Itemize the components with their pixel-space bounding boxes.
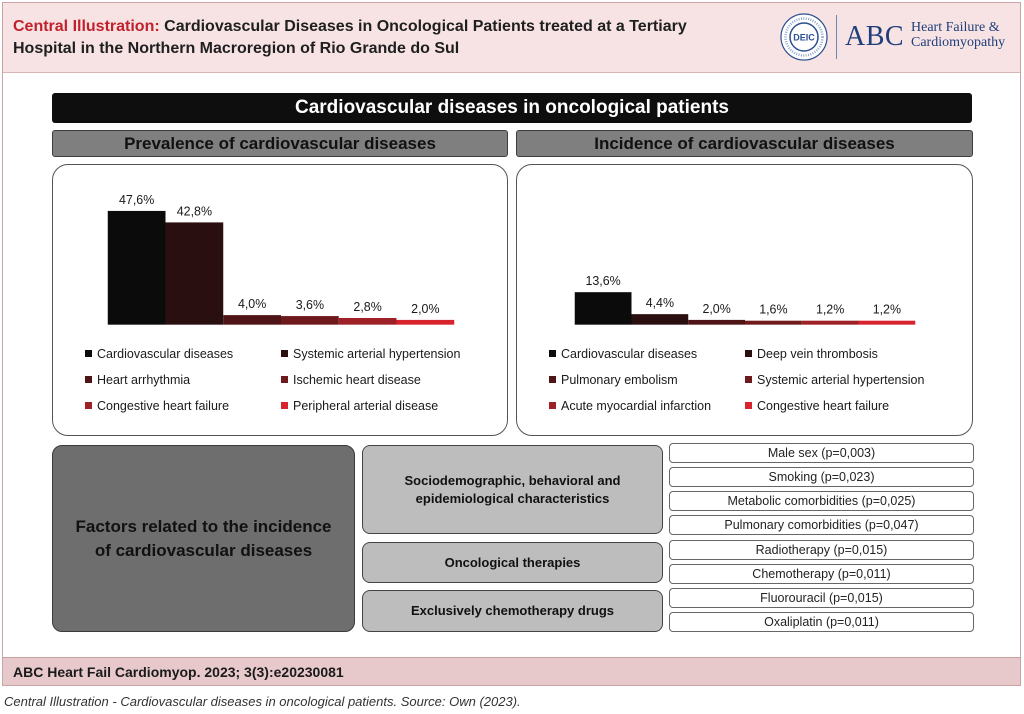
legend-label: Peripheral arterial disease bbox=[293, 399, 439, 413]
legend-item bbox=[281, 373, 421, 387]
prevalence-bar-chart bbox=[53, 165, 507, 335]
bar-value-label: 1,2% bbox=[815, 302, 845, 317]
factor-row: Radiotherapy (p=0,015) bbox=[669, 540, 974, 560]
legend-swatch bbox=[745, 402, 752, 409]
legend-item bbox=[745, 399, 889, 413]
header bbox=[3, 3, 1020, 73]
brand-separator bbox=[836, 15, 837, 59]
prevalence-section-header: Prevalence of cardiovascular diseases bbox=[52, 130, 508, 157]
incidence-section-header: Incidence of cardiovascular diseases bbox=[516, 130, 973, 157]
legend-swatch bbox=[85, 402, 92, 409]
brand-journal-name bbox=[911, 20, 1005, 50]
factor-row: Chemotherapy (p=0,011) bbox=[669, 564, 974, 584]
figure-caption: Central Illustration - Cardiovascular diseases in oncological patients. Source: Own (2023). bbox=[4, 694, 521, 709]
bar-value-label: 13,6% bbox=[585, 274, 621, 289]
legend-swatch bbox=[745, 350, 752, 357]
legend-item bbox=[745, 373, 924, 387]
incidence-chart-panel bbox=[516, 164, 973, 436]
citation-bar: ABC Heart Fail Cardiomyop. 2023; 3(3):e20230081 bbox=[3, 657, 1020, 685]
factor-row: Pulmonary comorbidities (p=0,047) bbox=[669, 515, 974, 535]
legend-swatch bbox=[281, 376, 288, 383]
bar-value-label: 2,0% bbox=[702, 301, 731, 316]
legend-swatch bbox=[745, 376, 752, 383]
legend-swatch bbox=[549, 350, 556, 357]
factor-row: Oxaliplatin (p=0,011) bbox=[669, 612, 974, 632]
bar-value-label: 4,4% bbox=[645, 296, 675, 311]
legend-item bbox=[549, 399, 711, 413]
legend-label: Congestive heart failure bbox=[757, 399, 890, 413]
factor-category-oncological-therapies: Oncological therapies bbox=[362, 542, 663, 583]
header-title-text: Cardiovascular Diseases in Oncological Patients treated at a Tertiary Hospital in the Northern Macroregion of Rio Grande do Sul bbox=[13, 18, 687, 57]
legend-label: Systemic arterial hypertension bbox=[293, 347, 461, 361]
legend-item bbox=[85, 399, 229, 413]
legend-swatch bbox=[85, 350, 92, 357]
bar-2 bbox=[631, 314, 688, 325]
bar-4 bbox=[281, 316, 339, 325]
legend-item bbox=[549, 347, 697, 361]
legend-swatch bbox=[281, 402, 288, 409]
bar-5 bbox=[339, 318, 397, 325]
brand-line-1: Heart Failure & bbox=[911, 20, 1000, 35]
header-title-lead: Central Illustration: bbox=[13, 18, 160, 35]
legend-label: Heart arrhythmia bbox=[97, 373, 191, 387]
legend-item bbox=[281, 347, 460, 361]
bar-value-label: 42,8% bbox=[176, 204, 213, 219]
bar-1 bbox=[108, 211, 166, 325]
bar-value-label: 1,6% bbox=[759, 302, 788, 317]
bar-6 bbox=[858, 321, 915, 325]
bar-2 bbox=[166, 222, 224, 324]
factor-row: Fluorouracil (p=0,015) bbox=[669, 588, 974, 608]
bar-3 bbox=[223, 315, 281, 325]
deic-seal-logo bbox=[779, 12, 829, 62]
bar-value-label: 47,6% bbox=[118, 192, 155, 207]
bar-value-label: 2,0% bbox=[411, 301, 440, 316]
bar-value-label: 4,0% bbox=[237, 297, 267, 312]
bar-6 bbox=[396, 320, 454, 325]
legend-swatch bbox=[549, 376, 556, 383]
legend-swatch bbox=[85, 376, 92, 383]
header-title bbox=[13, 16, 753, 60]
legend-label: Ischemic heart disease bbox=[293, 373, 421, 387]
legend-item bbox=[745, 347, 878, 361]
prevalence-chart-panel bbox=[52, 164, 508, 436]
bar-4 bbox=[745, 321, 802, 325]
factor-category-sociodemographic: Sociodemographic, behavioral and epidemiological characteristics bbox=[362, 445, 663, 534]
bar-value-label: 1,2% bbox=[872, 302, 902, 317]
legend-label: Acute myocardial infarction bbox=[561, 399, 712, 413]
legend-item bbox=[281, 399, 438, 413]
factor-row: Male sex (p=0,003) bbox=[669, 443, 974, 463]
legend-label: Deep vein thrombosis bbox=[757, 347, 878, 361]
legend-label: Pulmonary embolism bbox=[561, 373, 678, 387]
incidence-bar-chart bbox=[517, 165, 972, 335]
factor-row: Metabolic comorbidities (p=0,025) bbox=[669, 491, 974, 511]
legend-swatch bbox=[281, 350, 288, 357]
bar-value-label: 2,8% bbox=[353, 300, 382, 315]
seal-text: DEIC bbox=[793, 32, 815, 43]
bar-3 bbox=[688, 320, 745, 325]
factor-category-chemotherapy-drugs: Exclusively chemotherapy drugs bbox=[362, 590, 663, 632]
legend-swatch bbox=[549, 402, 556, 409]
legend-label: Cardiovascular diseases bbox=[97, 347, 234, 361]
main-title-banner: Cardiovascular diseases in oncological patients bbox=[52, 93, 972, 123]
factors-title-box: Factors related to the incidence of cardiovascular diseases bbox=[52, 445, 355, 632]
bar-1 bbox=[575, 292, 632, 324]
brand-line-2: Cardiomyopathy bbox=[911, 35, 1006, 50]
legend-item bbox=[85, 347, 233, 361]
bar-5 bbox=[802, 321, 859, 325]
legend-label: Congestive heart failure bbox=[97, 399, 230, 413]
legend-label: Cardiovascular diseases bbox=[561, 347, 698, 361]
brand-abc-logo: ABC bbox=[845, 21, 905, 52]
bar-value-label: 3,6% bbox=[295, 298, 325, 313]
legend-label: Systemic arterial hypertension bbox=[757, 373, 925, 387]
legend-item bbox=[85, 373, 190, 387]
factor-row: Smoking (p=0,023) bbox=[669, 467, 974, 487]
legend-item bbox=[549, 373, 678, 387]
